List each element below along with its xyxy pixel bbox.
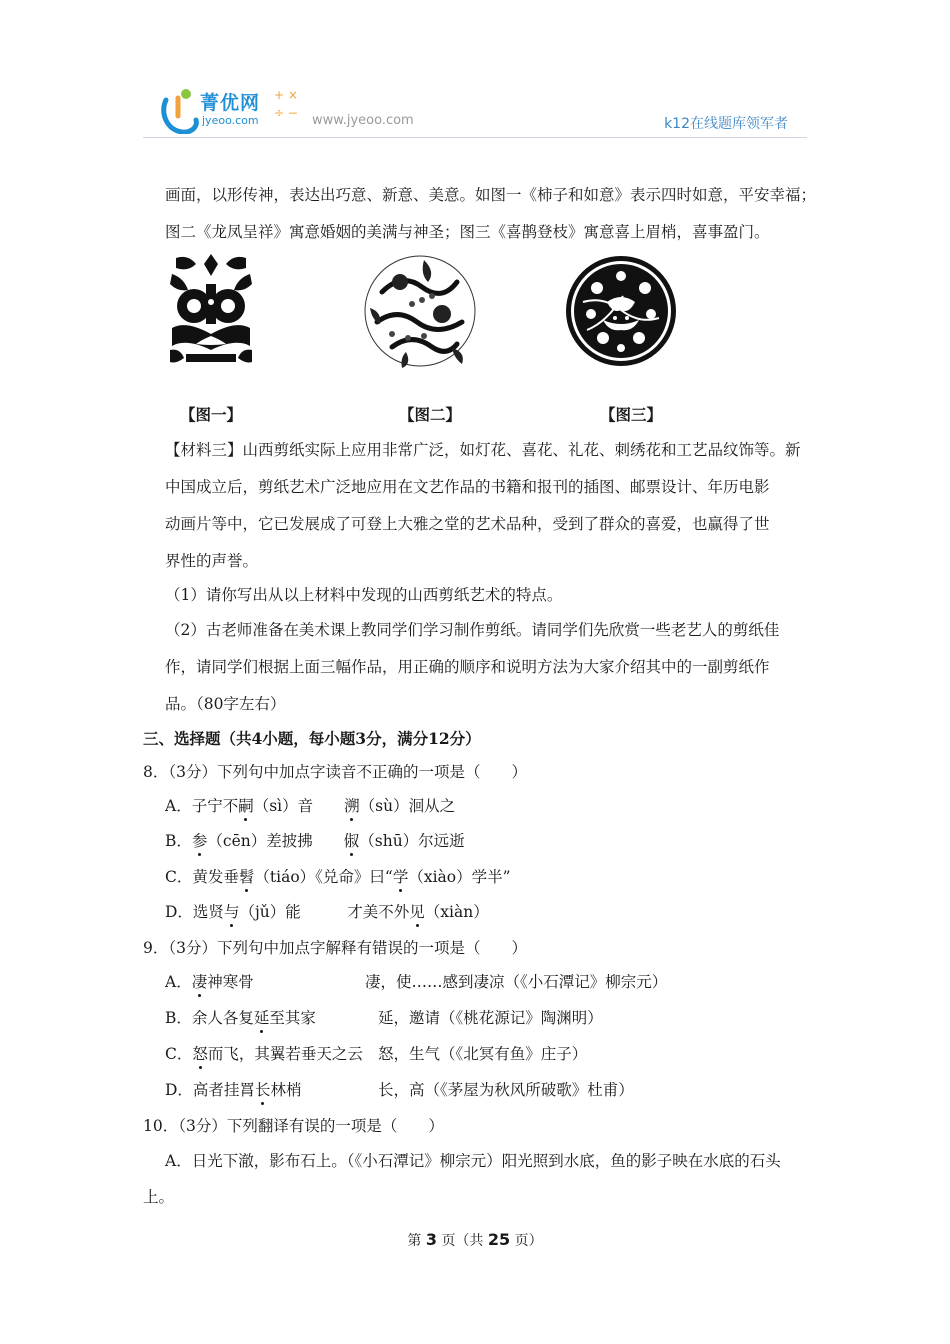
site-logo[interactable] (158, 86, 438, 136)
page-number: 3 (425, 1230, 437, 1249)
subquestion-2-line-1: （2）古老师准备在美术课上教同学们学习制作剪纸。请同学们先欣赏一些老艺人的剪纸佳 (165, 621, 780, 639)
subquestion-2-line-2: 作，请同学们根据上面三幅作品，用正确的顺序和说明方法为大家介绍其中的一副剪纸作 (165, 658, 770, 676)
material-3-line-3: 动画片等中，它已发展成了可登上大雅之堂的艺术品种，受到了群众的喜爱，也赢得了世 (165, 515, 770, 533)
intro-line-2: 图二《龙凤呈祥》寓意婚姻的美满与神圣；图三《喜鹊登枝》寓意喜上眉梢，喜事盈门。 (165, 223, 770, 241)
page-footer (0, 1230, 950, 1250)
footer-prefix: 第 (407, 1233, 422, 1249)
site-url[interactable]: www.jyeoo.com (312, 113, 414, 128)
question-9-option-d[interactable]: D．高者挂罥长林梢 (165, 1081, 302, 1099)
logo-text-cn: 菁优网 (200, 92, 261, 114)
figure-2-caption: 【图二】 (399, 406, 462, 424)
material-3-line-2: 中国成立后，剪纸艺术广泛地应用在文艺作品的书籍和报刊的插图、邮票设计、年历电影 (165, 478, 770, 496)
footer-middle: 页（共 (441, 1233, 484, 1249)
intro-line-1: 画面，以形传神，表达出巧意、新意、美意。如图一《柿子和如意》表示四时如意，平安幸福； (165, 186, 817, 204)
subquestion-2-line-3: 品。（80字左右） (165, 695, 286, 713)
logo-text-en: jyeoo.com (202, 114, 259, 127)
math-ops-icon: + × ÷ − (274, 88, 298, 120)
material-3-line-4: 界性的声誉。 (165, 552, 259, 570)
section-3-title: 三、选择题（共4小题，每小题3分，满分12分） (143, 729, 481, 748)
question-10-option-a-line-2: 上。 (143, 1188, 175, 1206)
question-10-option-a-line-1[interactable]: A．日光下澈，影布石上。（《小石潭记》柳宗元）阳光照到水底，鱼的影子映在水底的石头 (165, 1152, 781, 1170)
question-9-option-c[interactable]: C．怒而飞，其翼若垂天之云 (165, 1045, 363, 1063)
question-8-stem: 8．（3分）下列句中加点字读音不正确的一项是（ ） (143, 763, 527, 781)
question-8-option-d[interactable]: D．选贤与（jǔ）能 才美不外见（xiàn） (165, 903, 489, 921)
paper-cut-figure-2 (362, 252, 478, 370)
paper-cut-figure-1 (166, 254, 256, 366)
question-8-option-b[interactable]: B．参（cēn）差披拂 俶（shū）尔远逝 (165, 832, 465, 850)
question-9-stem: 9．（3分）下列句中加点字解释有错误的一项是（ ） (143, 939, 527, 957)
question-9-option-b-explanation: 延，邀请（《桃花源记》陶渊明） (378, 1009, 603, 1027)
subquestion-1: （1）请你写出从以上材料中发现的山西剪纸艺术的特点。 (165, 586, 563, 604)
material-3-line-1: 【材料三】山西剪纸实际上应用非常广泛，如灯花、喜花、礼花、刺绣花和工艺品纹饰等。新 (165, 441, 801, 459)
slogan: k12在线题库领军者 (664, 116, 788, 132)
question-9-option-b[interactable]: B．余人各复延至其家 (165, 1009, 316, 1027)
figure-1-caption: 【图一】 (180, 406, 243, 424)
question-9-option-d-explanation: 长，高（《茅屋为秋风所破歌》杜甫） (378, 1081, 634, 1099)
question-9-option-a[interactable]: A．凄神寒骨 (165, 973, 254, 991)
question-10-stem: 10．（3分）下列翻译有误的一项是（ ） (143, 1117, 444, 1135)
question-8-option-c[interactable]: C．黄发垂髫（tiáo）《兑命》曰“学（xiào）学半” (165, 868, 511, 886)
total-pages: 25 (487, 1230, 511, 1249)
footer-suffix: 页） (514, 1233, 543, 1249)
figure-3-caption: 【图三】 (600, 406, 663, 424)
paper-cut-figure-3 (563, 252, 679, 370)
question-8-option-a[interactable]: A．子宁不嗣（sì）音 溯（sù）洄从之 (165, 797, 456, 815)
logo-mark-icon (158, 86, 202, 134)
question-9-option-a-explanation: 凄，使……感到凄凉（《小石潭记》柳宗元） (365, 973, 668, 991)
header-divider (143, 137, 807, 138)
question-9-option-c-explanation: 怒，生气（《北冥有鱼》庄子） (378, 1045, 588, 1063)
